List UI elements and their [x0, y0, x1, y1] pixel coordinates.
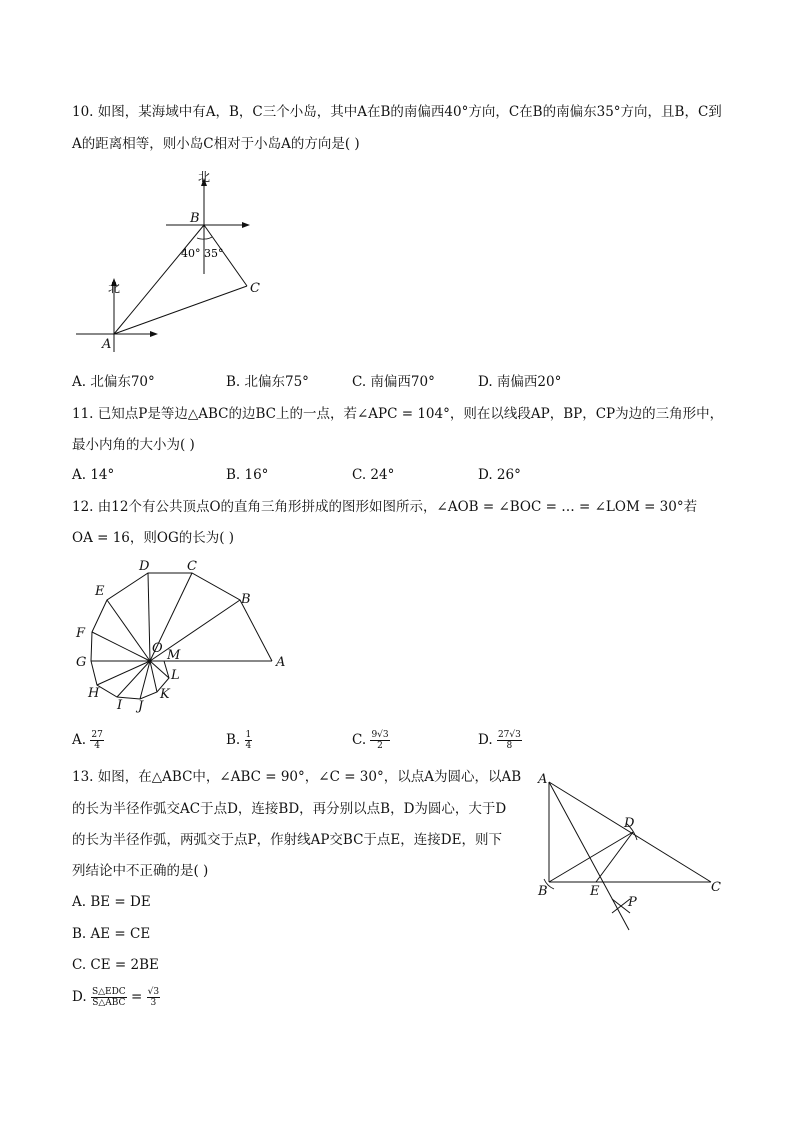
q12-option-a-fraction: [90, 730, 103, 751]
fraction-numerator: 27√3: [497, 730, 521, 740]
q12-label-F: F: [76, 626, 86, 641]
q11-option-c: C. 24°: [352, 467, 395, 483]
q12-label-C: C: [187, 559, 197, 574]
q12-label-H: H: [88, 686, 100, 701]
q10-north-top: 北: [197, 170, 211, 184]
q12-label-J: J: [138, 699, 144, 714]
q10-stem-line1: 10. 如图，某海域中有A，B，C三个小岛，其中A在B的南偏西40°方向，C在B的南偏东35°方向，且B，C到: [72, 104, 722, 120]
q13-option-a: A. BE = DE: [72, 894, 151, 910]
fraction-denominator: 8: [506, 741, 513, 751]
q12-figure: [70, 558, 300, 718]
q10-option-d: D. 南偏西20°: [478, 374, 562, 390]
q12-label-K: K: [160, 687, 170, 702]
q10-angle-40: 40°: [181, 247, 201, 260]
q11-stem-line1: 11. 已知点P是等边△ABC的边BC上的一点，若∠APC = 104°，则在以线段AP，BP，CP为边的三角形中，: [72, 406, 724, 422]
fraction-denominator: 3: [150, 998, 157, 1008]
q12-option-c-prefix: C.: [352, 732, 371, 748]
q12-label-M: M: [167, 648, 181, 663]
q10-angle-35: 35°: [204, 247, 224, 260]
q12-option-b-prefix: B.: [226, 732, 245, 748]
q12-label-O: O: [152, 641, 163, 656]
q10-label-A: A: [102, 337, 112, 352]
q13-label-C: C: [711, 880, 721, 895]
q13-label-D: D: [624, 816, 635, 831]
fraction-numerator: √3: [147, 987, 160, 997]
q10-label-C: C: [250, 281, 260, 296]
q10-stem-line2: A的距离相等，则小岛C相对于小岛A的方向是( ): [72, 136, 360, 152]
q13-stem-line2: 的长为半径作弧交AC于点D，连接BD，再分别以点B，D为圆心，大于D: [72, 801, 507, 817]
fraction-numerator: 9√3: [371, 730, 389, 740]
q12-label-B: B: [241, 592, 251, 607]
q13-stem-line4: 列结论中不正确的是( ): [72, 863, 209, 879]
q12-option-c-fraction: [370, 730, 389, 751]
q13-label-B: B: [538, 884, 548, 899]
q11-stem-line2: 最小内角的大小为( ): [72, 437, 195, 453]
q12-option-b: [226, 730, 252, 751]
q12-label-I: I: [117, 698, 123, 713]
q10-north-left: 北: [107, 281, 121, 295]
q10-option-b: B. 北偏东75°: [226, 374, 309, 390]
q12-label-D: D: [139, 559, 150, 574]
fraction-denominator: 2: [377, 741, 383, 751]
q11-option-d: D. 26°: [478, 467, 521, 483]
fraction-numerator: S△EDC: [91, 987, 126, 997]
q12-option-d-prefix: D.: [478, 732, 497, 748]
q13-label-E: E: [590, 884, 600, 899]
q12-stem-line2: OA = 16，则OG的长为( ): [72, 530, 235, 546]
q12-stem-line1: 12. 由12个有公共顶点O的直角三角形拼成的图形如图所示，∠AOB = ∠BOC = … = ∠LOM = 30°若: [72, 499, 698, 515]
q12-label-A: A: [276, 655, 286, 670]
q13-option-d-prefix: D.: [72, 989, 91, 1005]
fraction-numerator: 27: [91, 730, 103, 740]
fraction-denominator: 4: [94, 741, 100, 751]
q12-option-c: [352, 730, 390, 751]
q13-option-d: [72, 987, 160, 1008]
q13-stem-line1: 13. 如图，在△ABC中，∠ABC = 90°，∠C = 30°，以点A为圆心，以AB: [72, 769, 522, 785]
q12-option-b-fraction: [245, 730, 253, 751]
q12-option-a: [72, 730, 104, 751]
q12-label-L: L: [171, 668, 180, 683]
q13-option-d-area-ratio: [91, 987, 127, 1008]
fraction-numerator: 1: [245, 730, 252, 740]
q13-option-c: C. CE = 2BE: [72, 957, 159, 973]
q10-label-B: B: [190, 211, 200, 226]
q11-option-a: A. 14°: [72, 467, 115, 483]
q12-label-E: E: [95, 584, 105, 599]
q12-option-a-prefix: A.: [72, 732, 91, 748]
q13-label-A: A: [538, 772, 548, 787]
q13-option-d-equals: =: [126, 989, 147, 1005]
q13-stem-line3: 的长为半径作弧，两弧交于点P，作射线AP交BC于点E，连接DE，则下: [72, 832, 502, 848]
q13-option-d-value: [147, 987, 160, 1008]
q10-figure: [70, 168, 270, 358]
q12-label-G: G: [76, 655, 87, 670]
q12-option-d-fraction: [497, 730, 522, 751]
q13-option-b: B. AE = CE: [72, 926, 151, 942]
q10-option-a: A. 北偏东70°: [72, 374, 155, 390]
q13-label-P: P: [628, 895, 637, 910]
fraction-denominator: S△ABC: [92, 998, 126, 1008]
q11-option-b: B. 16°: [226, 467, 269, 483]
fraction-denominator: 4: [245, 741, 252, 751]
q12-option-d: [478, 730, 522, 751]
q13-figure: [530, 768, 730, 938]
q10-option-c: C. 南偏西70°: [352, 374, 435, 390]
